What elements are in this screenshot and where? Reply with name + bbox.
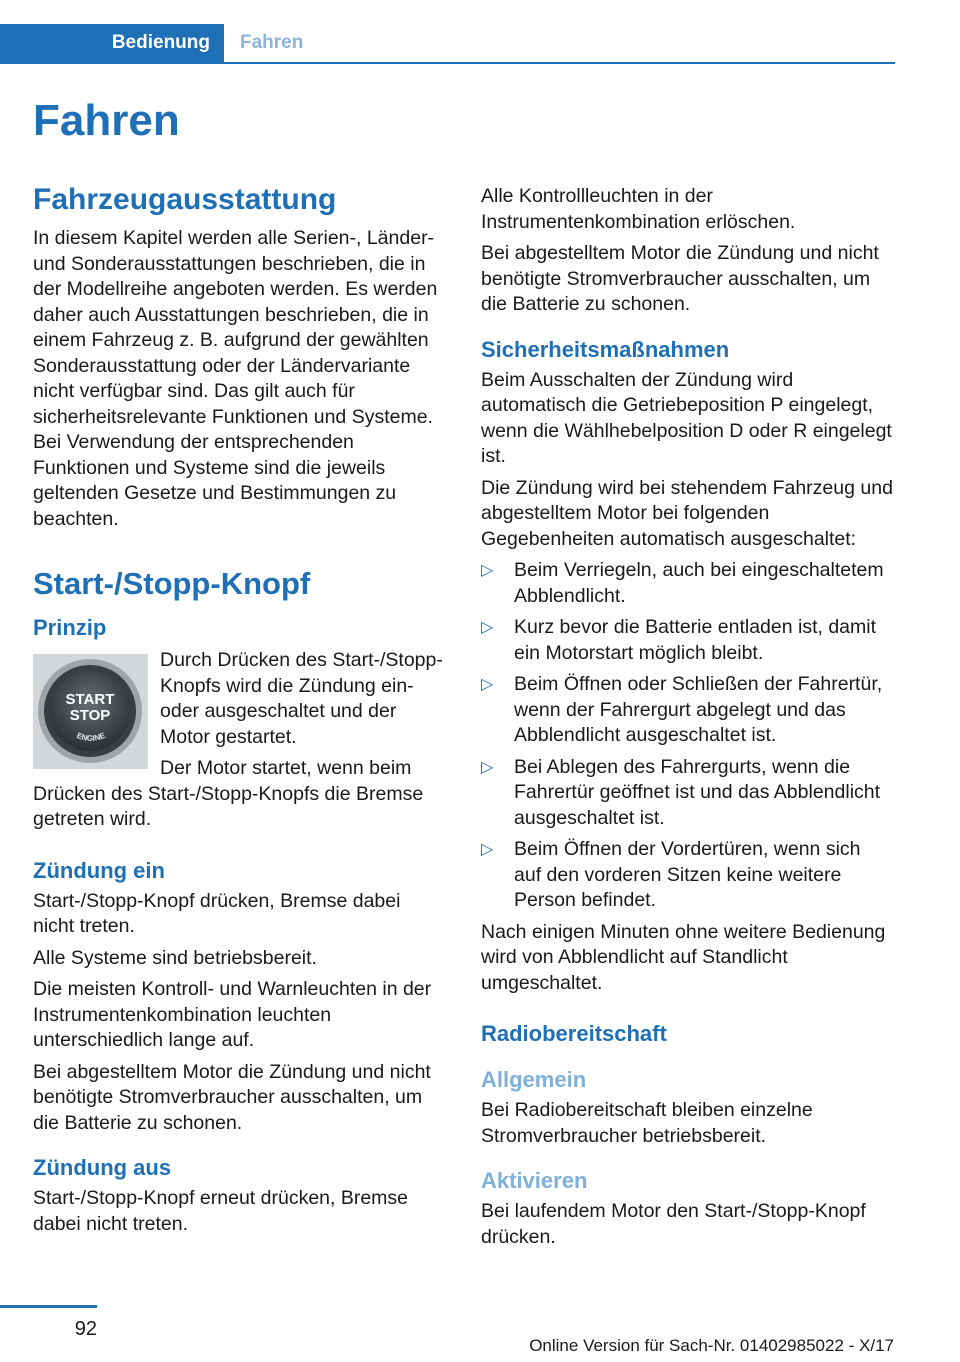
subsection-title-radiobereitschaft: Radiobereitschaft: [481, 1021, 667, 1046]
page-number: 92: [74, 1318, 97, 1340]
paragraph: Start-/Stopp-Knopf drücken, Bremse dabei nicht treten.: [33, 889, 401, 937]
paragraph: Durch Drücken des Start-/Stopp-Knopfs wird die Zündung ein- oder ausgeschaltet und der Motor gestartet.: [160, 649, 443, 748]
subsection-title-zuendung-ein: Zündung ein: [33, 857, 165, 883]
footer-rule: [0, 1305, 97, 1308]
paragraph: Die Zündung wird bei stehendem Fahrzeug und abgestelltem Motor bei folgenden Gegebenheiten automatisch ausgeschaltet:: [481, 476, 893, 550]
subsection-title-allgemein: Allgemein: [481, 1067, 587, 1092]
header-tabs: [0, 24, 895, 64]
paragraph: Der Motor startet, wenn beim Drücken des Start-/Stopp-Knopfs die Bremse getreten wird.: [33, 757, 424, 830]
paragraph: Bei abgestelltem Motor die Zündung und nicht benötigte Stromverbraucher ausschalten, um die Batterie zu schonen.: [481, 242, 879, 315]
triangle-bullet-icon: ▷: [481, 676, 494, 693]
paragraph: Bei laufendem Motor den Start-/Stopp-Knopf drücken.: [481, 1200, 866, 1248]
list-item: ▷ Kurz bevor die Batterie entladen ist, damit ein Motorstart möglich bleibt.: [481, 616, 877, 664]
triangle-bullet-icon: ▷: [481, 619, 494, 636]
paragraph: Die meisten Kontroll- und Warnleuchten in der Instrumentenkombination leuchten unterschiedlich lange auf.: [33, 978, 432, 1051]
button-label-start: START: [65, 691, 115, 708]
list-item: ▷ Beim Öffnen der Vordertüren, wenn sich auf den vorderen Sitzen keine weitere Person befindet.: [481, 838, 861, 911]
left-column: [33, 180, 445, 1243]
tab-fahren[interactable]: Fahren: [240, 32, 304, 53]
button-label-stop: STOP: [69, 707, 111, 724]
chapter-title: Fahren: [33, 96, 180, 145]
paragraph: Start-/Stopp-Knopf erneut drücken, Bremse dabei nicht treten.: [33, 1187, 409, 1235]
triangle-bullet-icon: ▷: [481, 758, 494, 776]
section-title-start-stopp-knopf: Start-/Stopp-Knopf: [33, 566, 311, 601]
subsection-title-zuendung-aus: Zündung aus: [33, 1155, 172, 1180]
list-item: ▷ Beim Öffnen oder Schließen der Fahrertür, wenn der Fahrergurt abgelegt und das Abblendlicht ausgeschaltet ist.: [481, 673, 883, 746]
tab-bedienung[interactable]: Bedienung: [0, 24, 224, 62]
triangle-bullet-icon: ▷: [481, 562, 494, 579]
list-item: ▷ Bei Ablegen des Fahrergurts, wenn die Fahrertür geöffnet ist und das Abblendlicht ausgeschaltet ist.: [481, 755, 881, 829]
right-column: [481, 184, 893, 1256]
paragraph: In diesem Kapitel werden alle Serien-, Länder- und Sonderausstattungen beschrieben, die in der Modellreihe angeboten werden. Es werden daher auch Ausstattungen beschrieben, die in einem Fahrzeug z. B. aufgrund der gewählten Sonderausstattung oder der Ländervariante nicht verfügbar sind. Das gilt auch für sicherheitsrelevante Funktionen und Systeme. Bei Verwendung der entsprechenden Funktionen und Systeme sind die jeweils geltenden Gesetze und Bestimmungen zu beachten.: [33, 227, 438, 530]
paragraph: Alle Kontrollleuchten in der Instrumentenkombination erlöschen.: [481, 185, 796, 233]
triangle-bullet-icon: ▷: [481, 841, 494, 858]
list-item: ▷ Beim Verriegeln, auch bei eingeschaltetem Abblendlicht.: [481, 559, 884, 607]
paragraph: Bei abgestelltem Motor die Zündung und nicht benötigte Stromverbraucher ausschalten, um die Batterie zu schonen.: [33, 1060, 431, 1134]
paragraph: Beim Ausschalten der Zündung wird automatisch die Getriebeposition P eingelegt, wenn die Wählhebelposition D oder R eingelegt ist.: [481, 368, 892, 467]
start-stop-button-image: [33, 654, 148, 769]
button-label-engine: ENGINE: [75, 730, 107, 743]
online-version-note: Online Version für Sach-Nr. 01402985022 - X/17: [529, 1336, 894, 1355]
subsection-title-sicherheitsmassnahmen: Sicherheitsmaßnahmen: [481, 336, 730, 362]
bullet-list: [481, 558, 893, 914]
section-title-fahrzeugausstattung: Fahrzeugausstattung: [33, 183, 337, 216]
subsection-title-prinzip: Prinzip: [33, 615, 107, 640]
paragraph: Nach einigen Minuten ohne weitere Bedienung wird von Abblendlicht auf Standlicht umgeschaltet.: [481, 920, 886, 994]
subsection-title-aktivieren: Aktivieren: [481, 1168, 588, 1193]
paragraph: Alle Systeme sind betriebsbereit.: [33, 946, 317, 969]
paragraph: Bei Radiobereitschaft bleiben einzelne Stromverbraucher betriebsbereit.: [481, 1099, 813, 1147]
